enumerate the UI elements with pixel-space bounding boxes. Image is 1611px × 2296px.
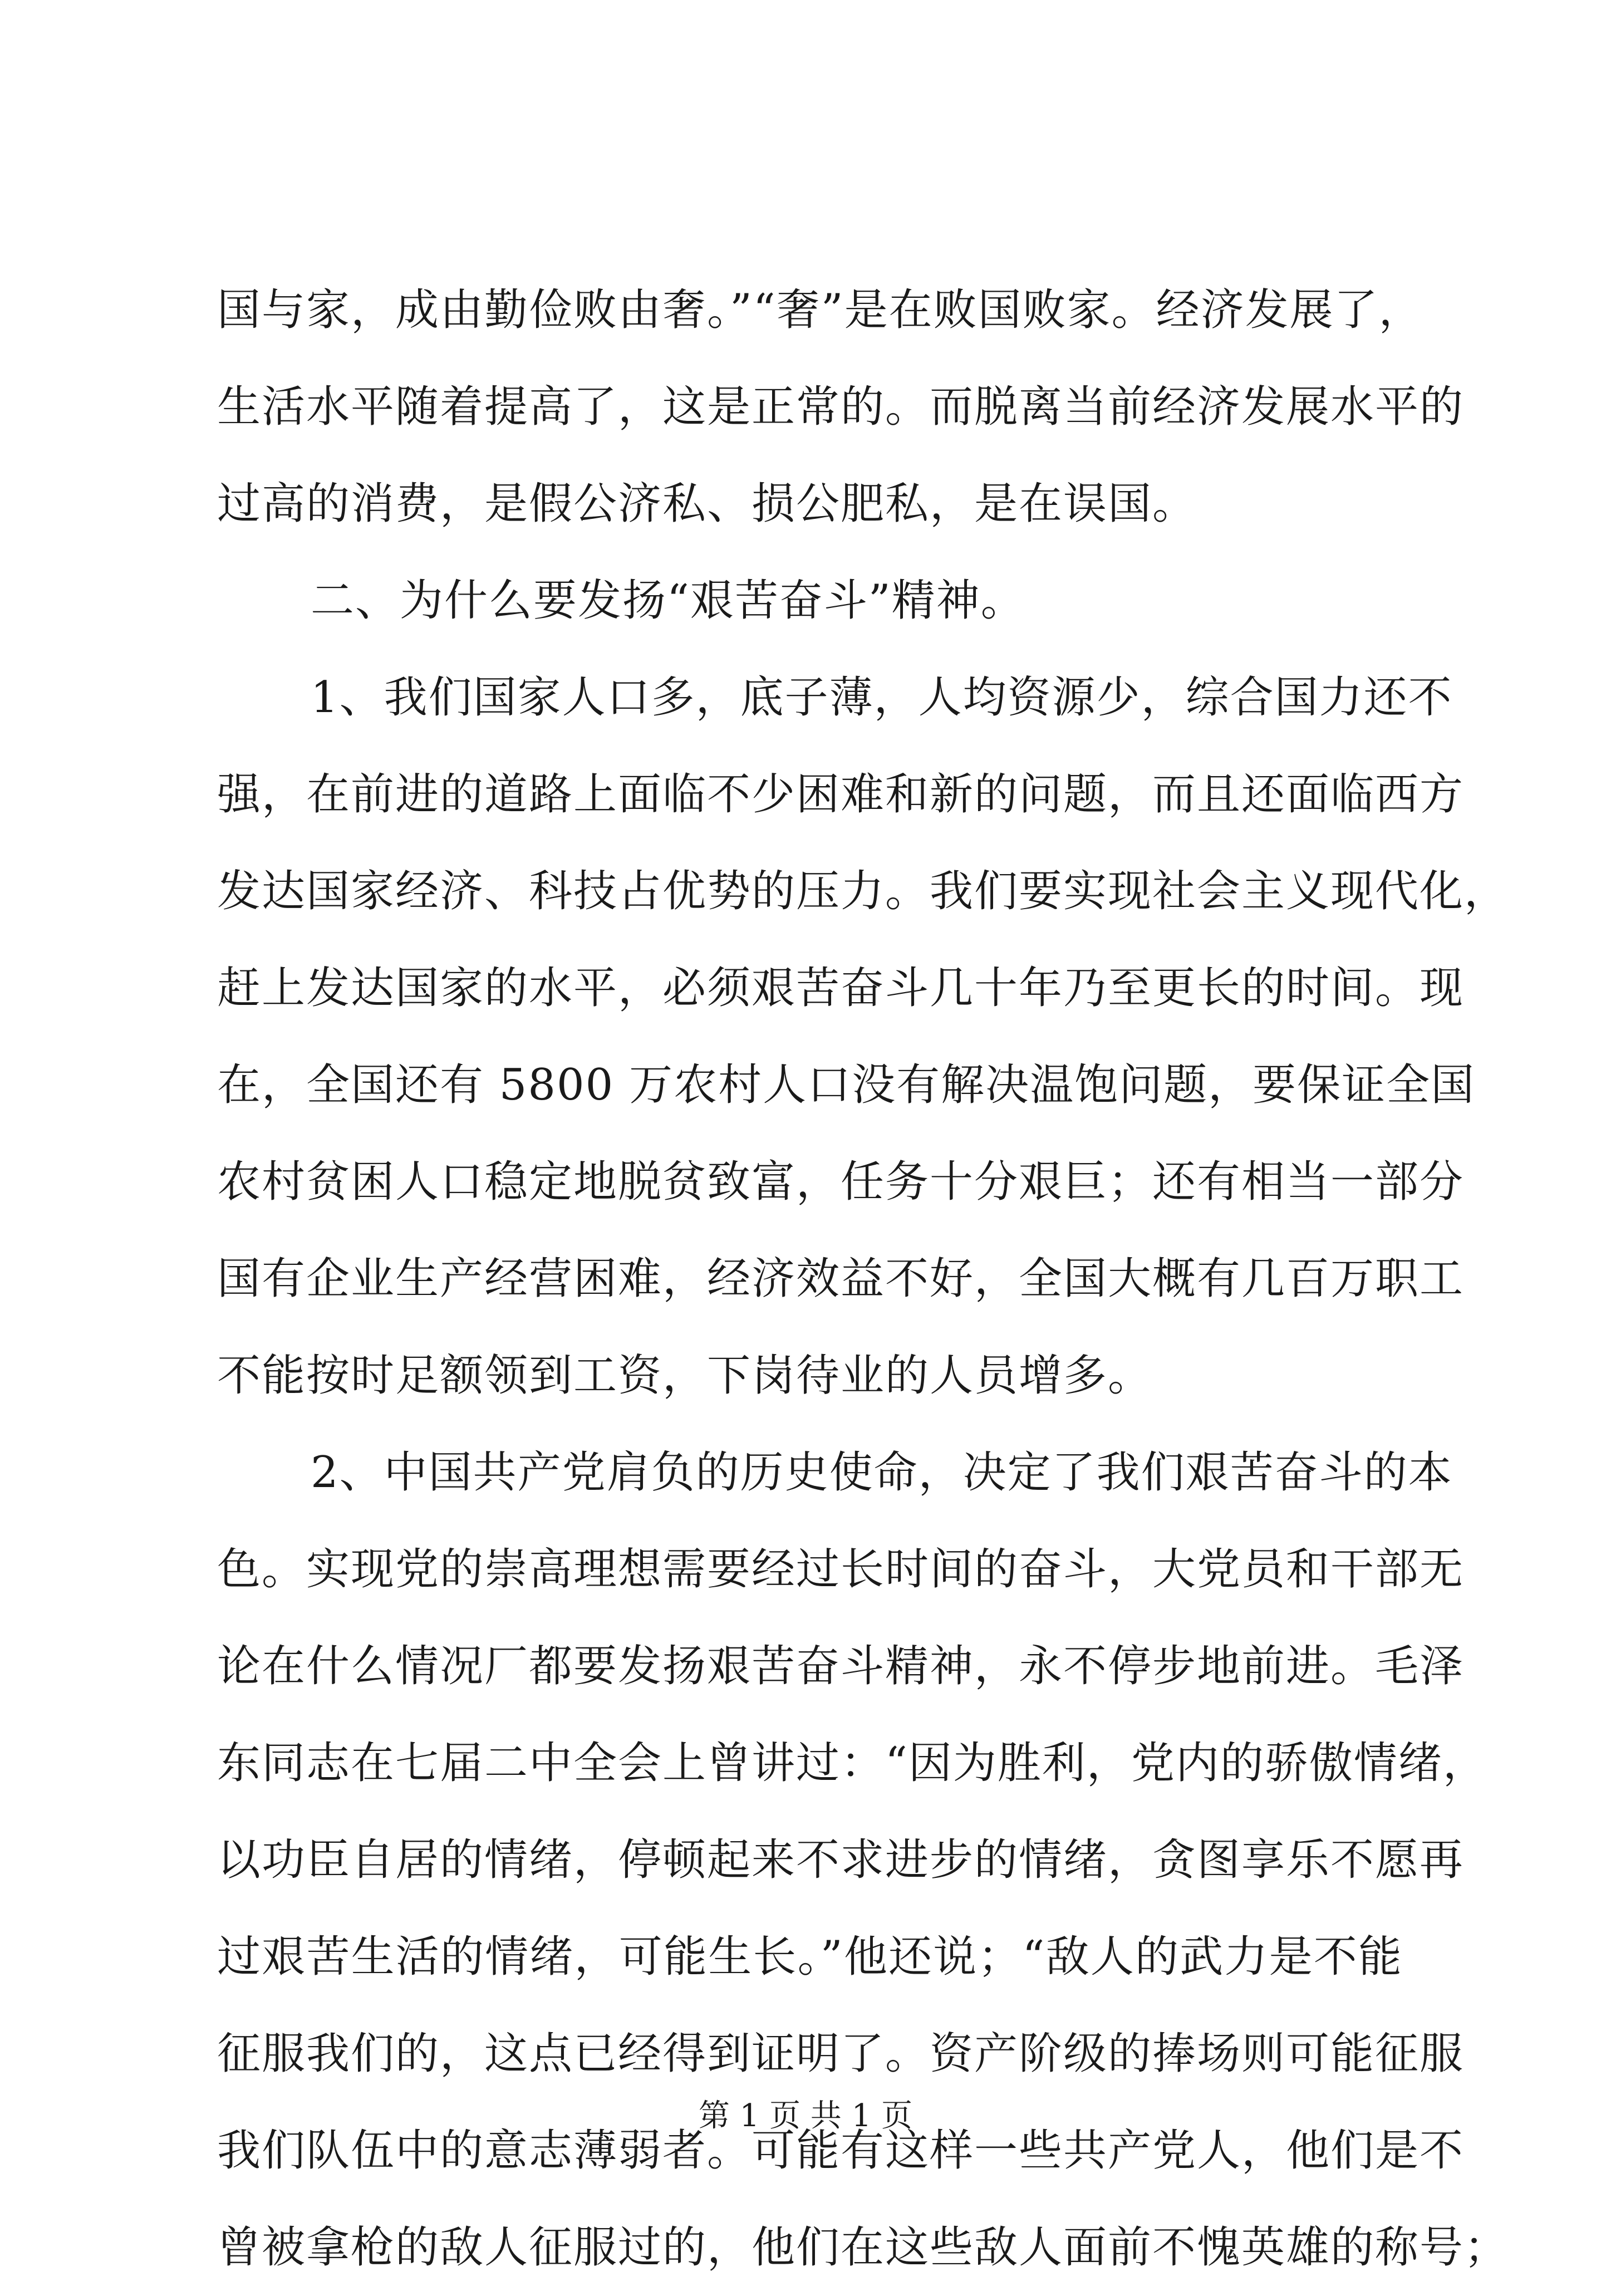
text-line: 二、为什么要发扬“艰苦奋斗”精神。 (311, 576, 1025, 626)
text-line: 过艰苦生活的情绪，可能生长。”他还说；“敌人的武力是不能 (217, 1932, 1403, 1982)
section-heading (217, 552, 1403, 649)
text-line: 1、我们国家人口多，底子薄，人均资源少，综合国力还不 (311, 673, 1453, 723)
text-line: 在，全国还有 5800 万农村人口没有解决温饱问题，要保证全国 (217, 1060, 1476, 1110)
text-line: 曾被拿枪的敌人征服过的，他们在这些敌人面前不愧英雄的称号； (217, 2223, 1509, 2273)
text-line: 生活水平随着提高了，这是正常的。而脱离当前经济发展水平的 (217, 382, 1465, 432)
text-line: 不能按时足额领到工资，下岗待业的人员增多。 (217, 1351, 1153, 1401)
text-line: 征服我们的，这点已经得到证明了。资产阶级的捧场则可能征服 (217, 2029, 1465, 2079)
paragraph (217, 1424, 1509, 2296)
page-footer (0, 2097, 1611, 2136)
text-line: 2、中国共产党肩负的历史使命，决定了我们艰苦奋斗的本 (311, 1448, 1453, 1498)
text-line: 赶上发达国家的水平，必须艰苦奋斗几十年乃至更长的时间。现 (217, 963, 1465, 1013)
document-body (217, 262, 1509, 2296)
text-line: 发达国家经济、科技占优势的压力。我们要实现社会主义现代化， (217, 866, 1509, 916)
text-line: 国有企业生产经营困难，经济效益不好，全国大概有几百万职工 (217, 1254, 1465, 1304)
text-line: 过高的消费，是假公济私、损公肥私，是在误国。 (217, 479, 1197, 529)
text-line: 农村贫困人口稳定地脱贫致富，任务十分艰巨；还有相当一部分 (217, 1157, 1465, 1207)
text-line: 我们队伍中的意志薄弱者。可能有这样一些共产党人，他们是不 (217, 2126, 1465, 2176)
text-line: 强，在前进的道路上面临不少困难和新的问题，而且还面临西方 (217, 769, 1465, 820)
page-number: 第 1 页 共 1 页 (698, 2098, 913, 2134)
paragraph (217, 262, 1465, 552)
paragraph (217, 649, 1509, 1424)
text-line: 论在什么情况厂都要发扬艰苦奋斗精神，永不停步地前进。毛泽 (217, 1641, 1465, 1691)
text-line: 国与家，成由勤俭败由奢。”“奢”是在败国败家。经济发展了， (217, 285, 1423, 335)
text-line: 东同志在七届二中全会上曾讲过：“因为胜利，党内的骄傲情绪， (217, 1738, 1487, 1788)
text-line: 色。实现党的崇高理想需要经过长时间的奋斗，大党员和干部无 (217, 1544, 1465, 1595)
text-line: 以功臣自居的情绪，停顿起来不求进步的情绪，贪图享乐不愿再 (217, 1835, 1465, 1885)
